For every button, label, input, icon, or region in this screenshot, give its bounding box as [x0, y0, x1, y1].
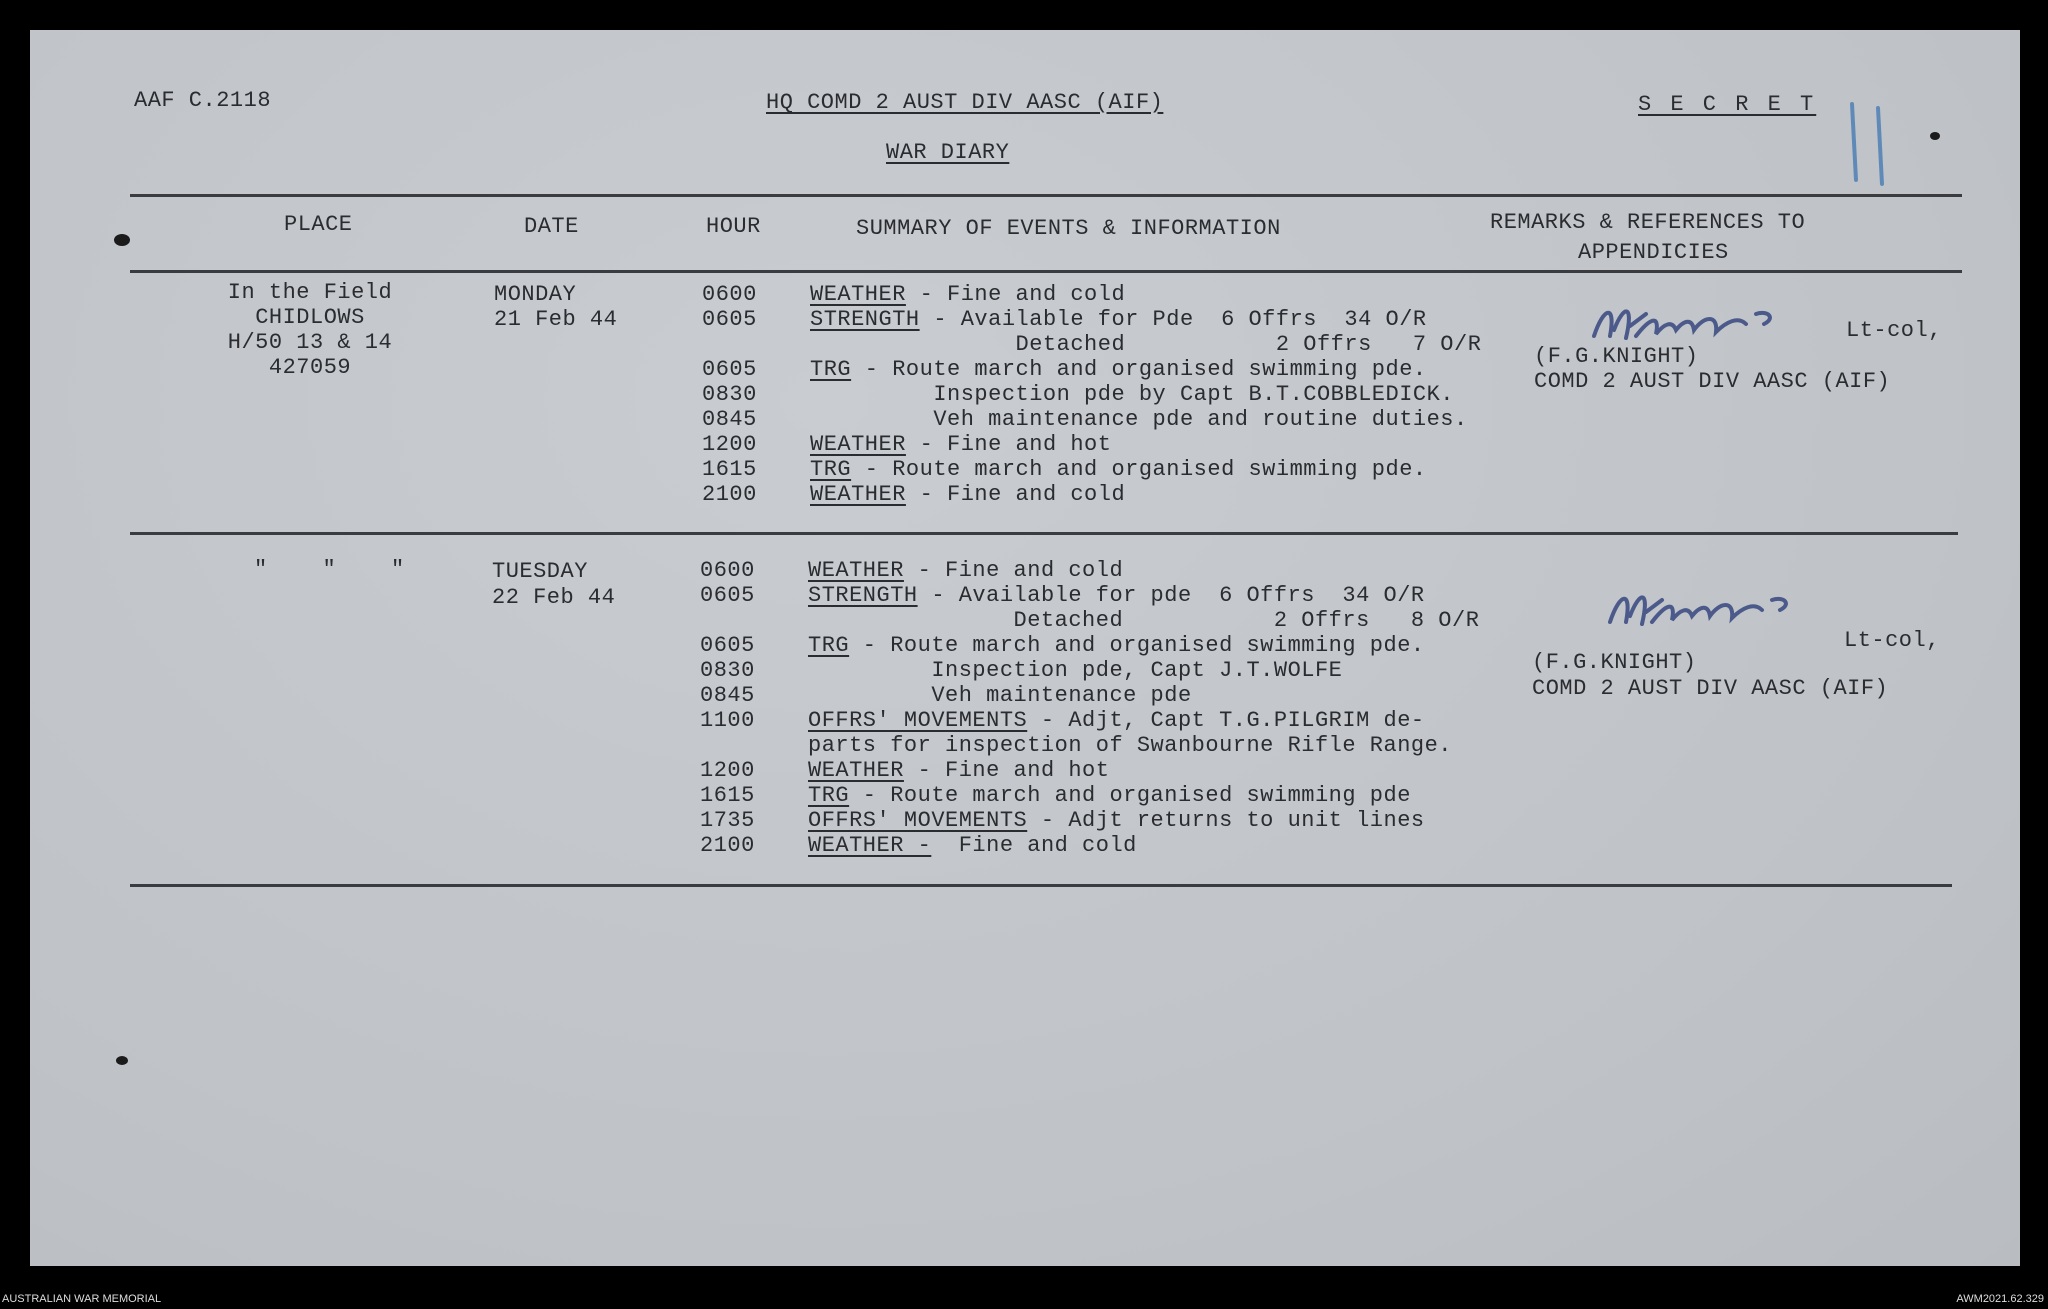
form-number: AAF C.2118 [134, 88, 272, 113]
row-hour: 0605 [700, 633, 755, 658]
row-hour: 1100 [700, 708, 755, 733]
row-hour: 1200 [702, 432, 757, 457]
row-text: - Available for Pde 6 Offrs 34 O/R [919, 307, 1427, 332]
row-hour: 0600 [702, 282, 757, 307]
secret-classification: S E C R E T [1638, 92, 1817, 117]
row-tag: TRG [808, 783, 850, 808]
row-summary [808, 758, 1109, 783]
row-hour: 0605 [700, 583, 755, 608]
row-hour: 0845 [702, 407, 757, 432]
row-summary [810, 407, 1468, 432]
row-summary [808, 733, 1452, 758]
row-summary [808, 633, 1425, 658]
column-hour: HOUR [706, 214, 761, 239]
row-hour: 0600 [700, 558, 755, 583]
row-tag: STRENGTH [808, 583, 918, 608]
row-hour: 2100 [700, 833, 755, 858]
punch-hole-icon [116, 1056, 128, 1065]
column-date: DATE [524, 214, 579, 239]
row-hour: 0845 [700, 683, 755, 708]
row-summary [810, 357, 1427, 382]
entry-place-line: H/50 13 & 14 [227, 330, 393, 355]
header-bottom-rule [130, 270, 1962, 273]
row-text: - Route march and organised swimming pde. [849, 633, 1425, 658]
row-hour: 0605 [702, 357, 757, 382]
pencil-mark-icon [1876, 106, 1884, 186]
row-summary [810, 332, 1481, 357]
row-text: - Fine and hot [905, 432, 1112, 457]
row-text: - Route march and organised swimming pde [849, 783, 1411, 808]
row-summary [810, 382, 1454, 407]
signature-icon [1602, 580, 1802, 642]
header-top-rule [130, 194, 1962, 197]
row-summary [808, 708, 1425, 733]
row-tag: TRG [808, 633, 850, 658]
row-summary [808, 683, 1192, 708]
entry-place-line: CHIDLOWS [255, 305, 365, 330]
column-remarks-line2: APPENDICIES [1578, 240, 1729, 265]
signatory-name: (F.G.KNIGHT) [1534, 344, 1699, 369]
row-hour: 1735 [700, 808, 755, 833]
row-text: Inspection pde by Capt B.T.COBBLEDICK. [810, 382, 1455, 407]
row-tag: STRENGTH [810, 307, 920, 332]
entry-divider [130, 532, 1958, 535]
column-place: PLACE [284, 212, 353, 237]
row-summary [808, 783, 1411, 808]
row-summary [810, 432, 1111, 457]
row-text: - Fine and hot [903, 758, 1110, 783]
row-text: Fine and cold [931, 833, 1137, 858]
row-summary [808, 833, 1137, 858]
row-text: - Route march and organised swimming pde. [851, 457, 1427, 482]
pencil-mark-icon [1850, 102, 1858, 182]
footer-reference: AWM2021.62.329 [1956, 1293, 2044, 1305]
row-text: - Fine and cold [905, 482, 1126, 507]
entry-place-line: In the Field [227, 280, 393, 305]
row-text: Veh maintenance pde [808, 683, 1192, 708]
row-tag: TRG [810, 457, 852, 482]
row-text: - Available for pde 6 Offrs 34 O/R [917, 583, 1425, 608]
row-tag: WEATHER [808, 558, 904, 583]
signatory-name: (F.G.KNIGHT) [1532, 650, 1697, 675]
row-tag: WEATHER [810, 482, 906, 507]
row-hour: 2100 [702, 482, 757, 507]
row-text: - Route march and organised swimming pde. [851, 357, 1427, 382]
column-remarks: REMARKS & REFERENCES TO [1490, 210, 1806, 235]
punch-hole-icon [1930, 132, 1940, 140]
column-summary: SUMMARY OF EVENTS & INFORMATION [856, 216, 1281, 241]
entry-date: 22 Feb 44 [492, 585, 616, 610]
signatory-appointment: COMD 2 AUST DIV AASC (AIF) [1532, 676, 1889, 701]
row-text: Inspection pde, Capt J.T.WOLFE [808, 658, 1343, 683]
row-tag: TRG [810, 357, 852, 382]
row-summary [808, 583, 1425, 608]
war-diary-title: WAR DIARY [886, 140, 1010, 165]
signature-rank: Lt-col, [1844, 628, 1940, 653]
entry-day: TUESDAY [492, 559, 588, 584]
entry-date: 21 Feb 44 [494, 307, 618, 332]
row-tag: WEATHER [810, 282, 906, 307]
signatory-appointment: COMD 2 AUST DIV AASC (AIF) [1534, 369, 1891, 394]
row-summary [808, 808, 1425, 833]
entry-divider [130, 884, 1952, 887]
row-hour: 1615 [702, 457, 757, 482]
row-hour: 1615 [700, 783, 755, 808]
row-summary [808, 608, 1479, 633]
footer-institution: AUSTRALIAN WAR MEMORIAL [2, 1293, 162, 1305]
row-hour: 0830 [700, 658, 755, 683]
entry-place-ditto: " " " [254, 557, 405, 582]
row-summary [810, 307, 1427, 332]
row-text: - Adjt returns to unit lines [1027, 808, 1425, 833]
row-tag: WEATHER [810, 432, 906, 457]
row-text: Detached 2 Offrs 8 O/R [808, 608, 1480, 633]
row-hour: 0605 [702, 307, 757, 332]
row-tag: OFFRS' MOVEMENTS [808, 808, 1028, 833]
row-tag: WEATHER - [808, 833, 932, 858]
row-hour: 1200 [700, 758, 755, 783]
row-text: parts for inspection of Swanbourne Rifle Range. [808, 733, 1453, 758]
entry-day: MONDAY [494, 282, 577, 307]
row-hour: 0830 [702, 382, 757, 407]
punch-hole-icon [114, 234, 130, 246]
row-text: - Adjt, Capt T.G.PILGRIM de- [1027, 708, 1425, 733]
row-summary [810, 282, 1125, 307]
row-text: Detached 2 Offrs 7 O/R [810, 332, 1482, 357]
signature-rank: Lt-col, [1846, 318, 1942, 343]
row-summary [808, 658, 1342, 683]
row-summary [810, 482, 1125, 507]
row-text: Veh maintenance pde and routine duties. [810, 407, 1468, 432]
entry-place-line: 427059 [268, 355, 352, 380]
row-summary [810, 457, 1427, 482]
row-text: - Fine and cold [903, 558, 1124, 583]
row-summary [808, 558, 1123, 583]
row-text: - Fine and cold [905, 282, 1126, 307]
unit-heading: HQ COMD 2 AUST DIV AASC (AIF) [766, 90, 1164, 115]
row-tag: OFFRS' MOVEMENTS [808, 708, 1028, 733]
war-diary-page [30, 30, 2020, 1266]
row-tag: WEATHER [808, 758, 904, 783]
